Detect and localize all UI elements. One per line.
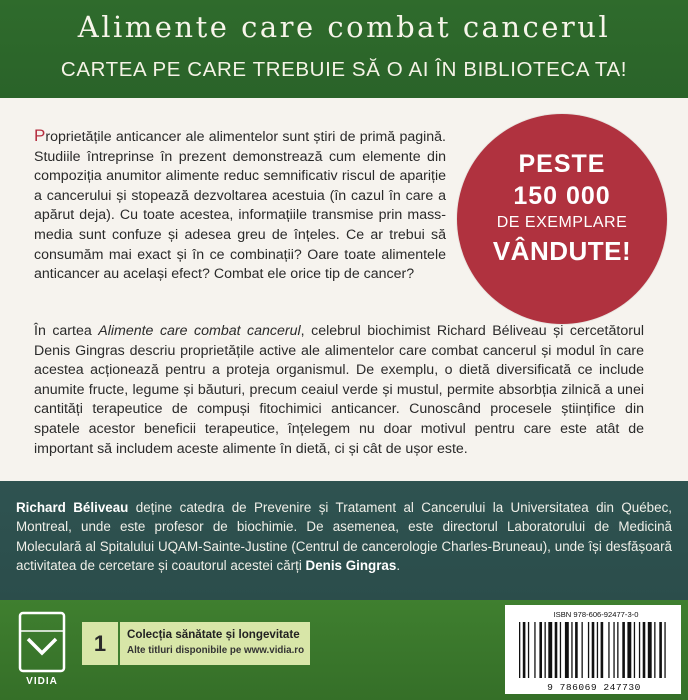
collection-subtitle: Alte titluri disponibile pe www.vidia.ro [127, 645, 305, 656]
publisher-name: VIDIA [26, 676, 58, 687]
collection-number: 1 [82, 622, 120, 665]
book-title: Alimente care combat cancerul [77, 10, 611, 44]
isbn-label: ISBN 978-606-92477-3-0 [553, 610, 639, 619]
book-paragraph-start: În cartea [34, 323, 99, 339]
book-subtitle: CARTEA PE CARE TREBUIE SĂ O AI ÎN BIBLIOTECA TA! [60, 58, 628, 81]
drop-cap: P [34, 126, 46, 145]
coauthor-name: Denis Gingras [305, 558, 397, 574]
book-paragraph-body: , celebrul biochimist Richard Béliveau și cercetătorul Denis Gingras descriu proprietățile active ale alimentelor care combat cancerul și modul în care acestea acționează pentru a proteja organismul. De exemplu, o dietă diversificată ce include anumite fructe, legume și băuturi, precum ceaiul verde și mustul, permite absorbția zilnică a unei cantități terapeutice de compuși fitochimici anticancer. Cunoscând procesele științifice din spatele acestor beneficii terapeutice, înțelegem nu doar motivul pentru care este atât de important să includem aceste alimente în dietă, ci și cât de ușor este. [34, 323, 644, 457]
book-paragraph-title: Alimente care combat cancerul [98, 323, 301, 339]
badge-line-sold: VÂNDUTE! [492, 236, 632, 266]
book-paragraph [34, 322, 644, 459]
intro-text: roprietățile anticancer ale alimentelor sunt știri de primă pagină. Studiile întreprinse în prezent demonstrează cum elemente din compoziția anumitor alimente reduc semnificativ riscul de apariție a cancerului și stopează dezvoltarea acestuia (în cazul în care a apărut deja). Cu toate acestea, informațiile transmise prin mass-media sunt confuze și adesea greu de înțeles. Ce ar trebui să consumăm mai exact și în ce combinații? Oare toate alimentele anticancer au același efect? Combat ele orice tip de cancer? [34, 129, 446, 283]
intro-paragraph [34, 126, 446, 285]
barcode-digits: 9 786069 247730 [547, 682, 641, 693]
badge-line-peste: PESTE [518, 150, 606, 178]
badge-line-count: 150 000 [513, 182, 611, 210]
author-bio [16, 498, 672, 576]
author-bio-text: deține catedra de Prevenire și Tratament al Cancerului la Universitatea din Québec, Montreal, unde este profesor de biochimie. De asemenea, este directorul Laboratorului de Medicină Moleculară al Spitalului UQAM-Sainte-Justine (Centrul de cancerologie Charles-Bruneau), unde își desfășoară activitatea de cercetare și coautorul acestei cărți [16, 500, 672, 574]
collection-title: Colecția sănătate și longevitate [127, 628, 300, 641]
vidia-logo-icon [18, 611, 66, 685]
barcode-icon [517, 622, 677, 680]
badge-line-copies: DE EXEMPLARE [496, 214, 628, 231]
sales-badge [457, 114, 667, 324]
author-name: Richard Béliveau [16, 500, 129, 515]
author-bio-end: . [396, 558, 401, 574]
